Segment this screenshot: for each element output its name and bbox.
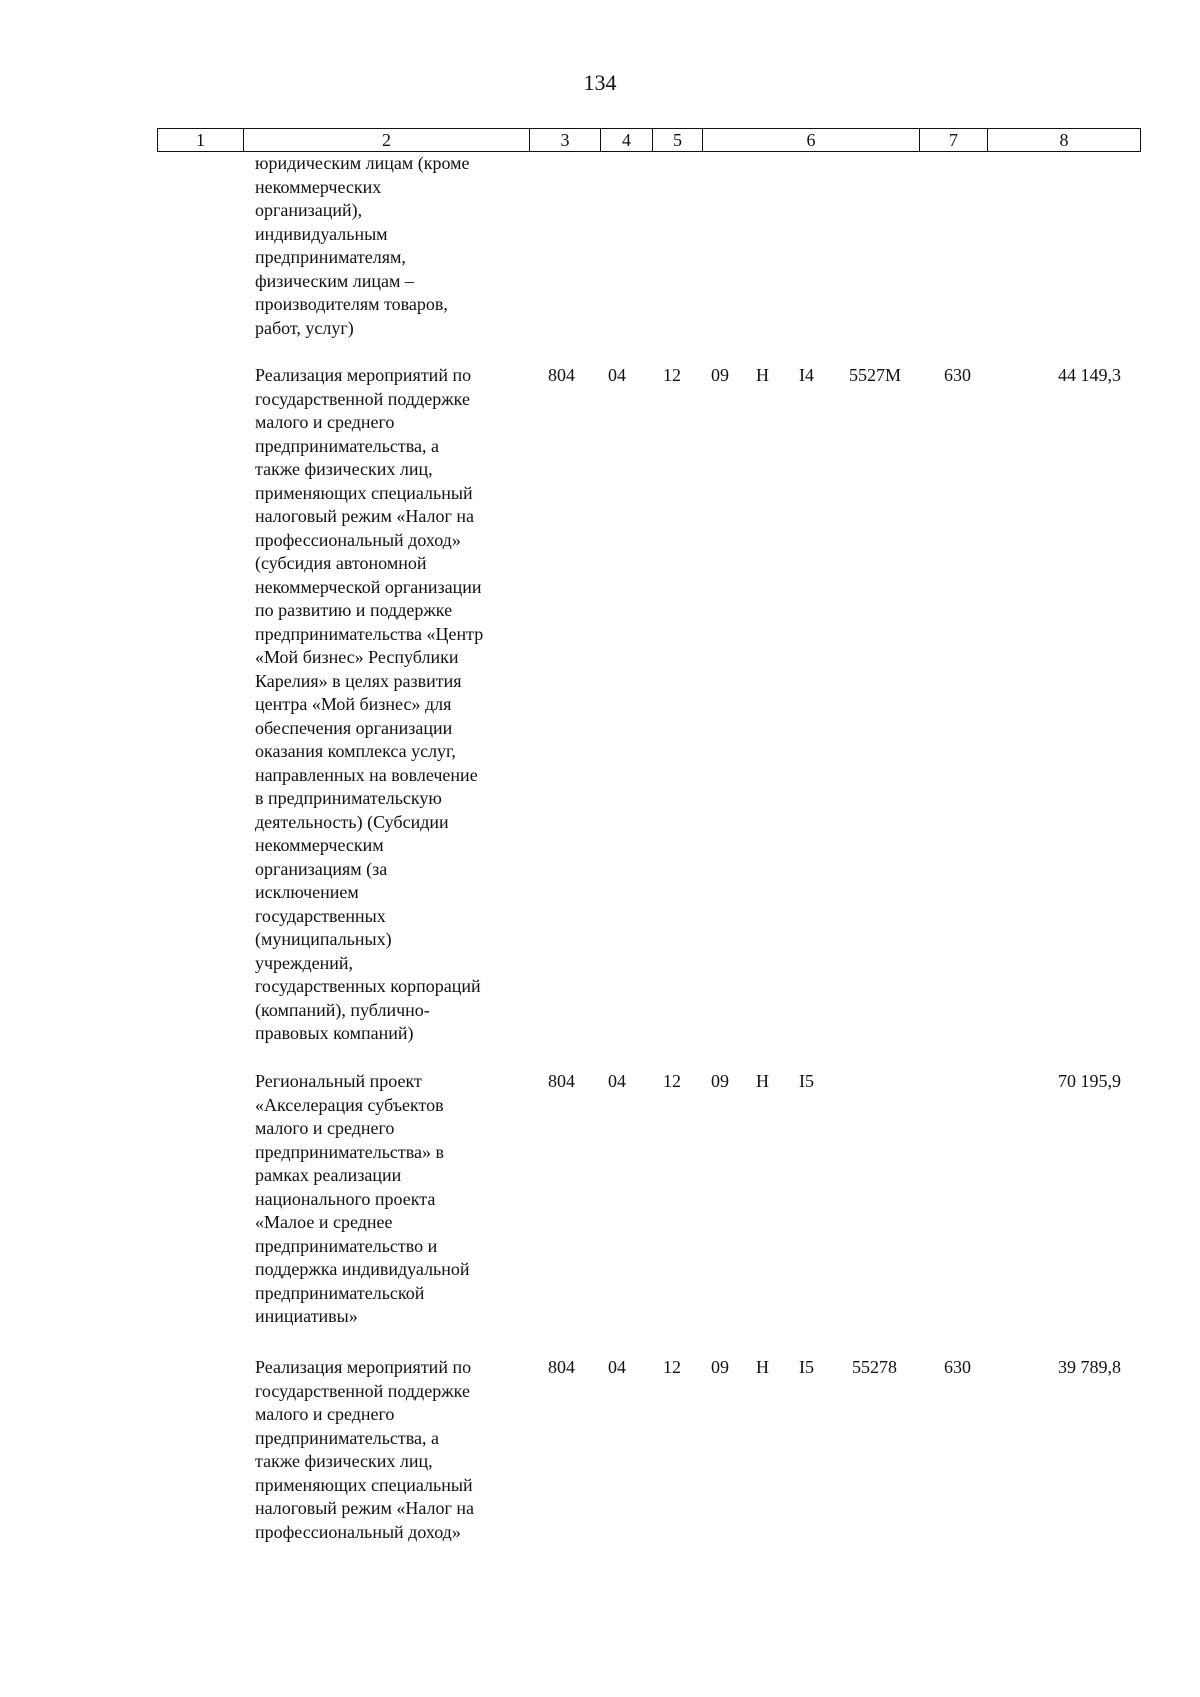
- text-line: государственных: [255, 905, 386, 926]
- column-header-table: [157, 128, 1141, 152]
- text-line: национального проекта: [255, 1188, 436, 1209]
- text-line: применяющих специальный: [255, 482, 473, 503]
- text-line: в предпринимательскую: [255, 788, 442, 808]
- row-2-col-4: 04: [608, 1071, 626, 1091]
- column-header-7: 7: [920, 129, 988, 152]
- column-header-2: 2: [244, 129, 530, 152]
- text-line: государственной поддержке: [255, 388, 470, 409]
- text-line: центра «Мой бизнес» для: [255, 694, 452, 714]
- text-line: Карелия» в целях развития: [255, 670, 462, 691]
- text-line: обеспечения организации: [255, 717, 453, 738]
- row-2-col-6a: 09: [711, 1071, 729, 1091]
- text-line: предпринимателям,: [255, 247, 406, 267]
- text-line: индивидуальным: [255, 223, 388, 244]
- text-line: физическим лицам –: [255, 270, 414, 291]
- text-line: Реализация мероприятий по: [255, 365, 472, 385]
- row-1-col-6a: 09: [711, 365, 729, 385]
- text-line: предпринимательской: [255, 1282, 425, 1303]
- text-line: правовых компаний): [255, 1023, 414, 1043]
- row-3-col-5: 12: [663, 1357, 681, 1377]
- text-line: (компаний), публично-: [255, 999, 430, 1020]
- row-2-col-8: 70 195,9: [1058, 1071, 1121, 1091]
- text-line: по развитию и поддержке: [255, 600, 453, 620]
- row-1-col-5: 12: [663, 365, 681, 385]
- text-line: малого и среднего: [255, 412, 395, 432]
- text-line: государственной поддержке: [255, 1380, 470, 1401]
- text-line: предпринимательства «Центр: [255, 623, 484, 644]
- row-1-description: [255, 364, 483, 1046]
- column-header-4: 4: [601, 129, 653, 152]
- page-number: 134: [583, 70, 617, 95]
- row-1-col-4: 04: [608, 365, 626, 385]
- text-line: налоговый режим «Налог на: [255, 1498, 475, 1518]
- row-3-col-6d: 55278: [852, 1357, 897, 1377]
- text-line: предпринимательство и: [255, 1235, 438, 1256]
- column-header-1: 1: [158, 129, 244, 152]
- row-1-col-6b: Н: [756, 365, 769, 385]
- text-line: «Акселерация субъектов: [255, 1094, 444, 1115]
- text-line: предпринимательства, а: [255, 435, 440, 456]
- column-header-row: [158, 129, 1141, 152]
- text-line: организациям (за: [255, 858, 388, 879]
- text-line: некоммерческой организации: [255, 576, 482, 597]
- text-line: (муниципальных): [255, 929, 392, 949]
- text-line: исключением: [255, 882, 359, 902]
- row-3-col-4: 04: [608, 1357, 626, 1377]
- text-line: «Малое и среднее: [255, 1212, 393, 1232]
- text-line: поддержка индивидуальной: [255, 1259, 470, 1279]
- row-2-col-6b: Н: [756, 1071, 769, 1091]
- row-3-col-6c: I5: [799, 1357, 814, 1377]
- row-1-col-6d: 5527М: [849, 365, 902, 385]
- row-2-description: [255, 1070, 470, 1329]
- row-3-col-7: 630: [944, 1357, 971, 1377]
- text-line: некоммерческих: [255, 176, 382, 197]
- column-header-3: 3: [530, 129, 601, 152]
- row-1-col-3: 804: [548, 365, 575, 385]
- row-3-col-6a: 09: [711, 1357, 729, 1377]
- text-line: также физических лиц,: [255, 459, 433, 479]
- row-2-col-3: 804: [548, 1071, 575, 1091]
- text-line: налоговый режим «Налог на: [255, 506, 475, 526]
- text-line: учреждений,: [255, 952, 354, 973]
- text-line: некоммерческим: [255, 835, 384, 855]
- text-line: государственных корпораций: [255, 976, 481, 996]
- row-1-col-6c: I4: [799, 365, 814, 385]
- text-line: организаций),: [255, 200, 363, 220]
- text-line: рамках реализации: [255, 1165, 402, 1185]
- text-line: инициативы»: [255, 1306, 358, 1326]
- row-3-col-8: 39 789,8: [1058, 1357, 1121, 1377]
- text-line: производителям товаров,: [255, 294, 448, 314]
- column-header-5: 5: [653, 129, 703, 152]
- row-3-description: [255, 1356, 474, 1544]
- text-line: юридическим лицам (кроме: [255, 153, 470, 173]
- column-header-8: 8: [988, 129, 1141, 152]
- text-line: также физических лиц,: [255, 1451, 433, 1471]
- text-line: работ, услуг): [255, 317, 354, 338]
- row-2-col-5: 12: [663, 1071, 681, 1091]
- text-line: Реализация мероприятий по: [255, 1357, 472, 1377]
- row-3-col-3: 804: [548, 1357, 575, 1377]
- row-1-col-7: 630: [944, 365, 971, 385]
- text-line: применяющих специальный: [255, 1474, 473, 1495]
- text-line: направленных на вовлечение: [255, 764, 478, 785]
- text-line: оказания комплекса услуг,: [255, 741, 456, 761]
- text-line: (субсидия автономной: [255, 553, 427, 573]
- text-line: малого и среднего: [255, 1404, 395, 1424]
- column-header-6: 6: [703, 129, 920, 152]
- row-1-col-8: 44 149,3: [1058, 365, 1121, 385]
- text-line: профессиональный доход»: [255, 1521, 461, 1542]
- text-line: предпринимательства» в: [255, 1141, 445, 1162]
- text-line: «Мой бизнес» Республики: [255, 647, 459, 667]
- text-line: деятельность) (Субсидии: [255, 811, 449, 832]
- row-3-col-6b: Н: [756, 1357, 769, 1377]
- text-line: предпринимательства, а: [255, 1427, 440, 1448]
- text-line: Региональный проект: [255, 1071, 422, 1091]
- text-line: профессиональный доход»: [255, 529, 461, 550]
- row-2-col-6c: I5: [799, 1071, 814, 1091]
- continuation-text: [255, 152, 470, 340]
- text-line: малого и среднего: [255, 1118, 395, 1138]
